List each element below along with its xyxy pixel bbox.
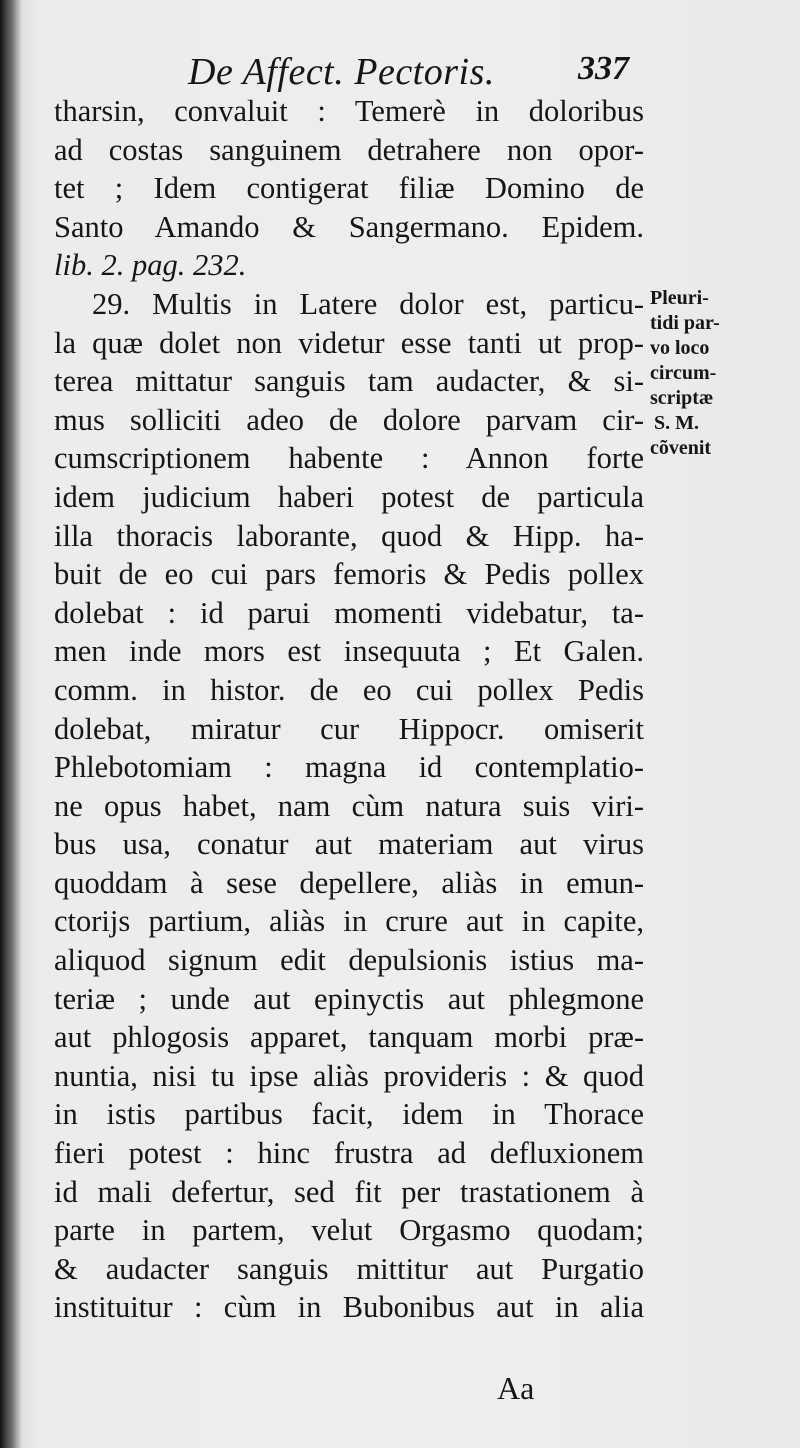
margin-note-line: scriptæ: [650, 387, 714, 409]
text-line: Phlebotomiam : magna id contemplatio-: [54, 750, 644, 785]
body-text: [54, 92, 644, 1327]
text-line: & audacter sanguis mittitur aut Purgatio: [54, 1251, 644, 1286]
text-line: aliquod signum edit depulsionis istius ma-: [54, 943, 644, 978]
text-line: Santo Amando & Sangermano. Epidem.: [54, 209, 644, 244]
text-line: la quæ dolet non videtur esse tanti ut prop-: [54, 325, 644, 360]
text-line: parte in partem, velut Orgasmo quodam;: [54, 1213, 644, 1248]
page-number: 337: [578, 50, 629, 87]
text-line: terea mittatur sanguis tam audacter, & si-: [54, 364, 644, 399]
text-line: teriæ ; unde aut epinyctis aut phlegmone: [54, 981, 644, 1016]
text-line: 29. Multis in Latere dolor est, particu-: [92, 286, 644, 321]
signature-mark: Aa: [497, 1370, 535, 1406]
text-line: tet ; Idem contigerat filiæ Domino de: [54, 171, 644, 206]
text-line: illa thoracis laborante, quod & Hipp. ha-: [54, 518, 644, 553]
text-line: in istis partibus facit, idem in Thorace: [54, 1097, 644, 1132]
text-line: tharsin, convaluit : Temerè in doloribus: [54, 94, 644, 128]
text-line: id mali defertur, sed fit per trastationem à: [54, 1174, 644, 1209]
text-line: bus usa, conatur aut materiam aut virus: [54, 827, 644, 862]
text-line: ad costas sanguinem detrahere non opor-: [54, 132, 644, 167]
page-edge-shadow: [0, 0, 22, 1448]
margin-note-line: Pleuri-: [650, 287, 709, 309]
text-line: buit de eo cui pars femoris & Pedis pollex: [54, 557, 644, 592]
running-head: De Affect. Pectoris.: [188, 51, 495, 93]
margin-note-line: tidi par-: [650, 312, 720, 334]
text-line: cumscriptionem habente : Annon forte: [54, 441, 644, 476]
text-line: quoddam à sese depellere, aliàs in emun-: [54, 865, 644, 900]
text-line: lib. 2. pag. 232.: [54, 248, 247, 283]
text-line: dolebat, miratur cur Hippocr. omiserit: [54, 711, 644, 746]
text-line: instituitur : cùm in Bubonibus aut in alia: [54, 1290, 644, 1325]
text-line: nuntia, nisi tu ipse aliàs provideris : & quod: [54, 1058, 644, 1093]
text-line: dolebat : id parui momenti videbatur, ta-: [54, 595, 644, 630]
marginal-note: [650, 286, 800, 461]
text-line: comm. in histor. de eo cui pollex Pedis: [54, 672, 644, 707]
margin-note-line: circum-: [650, 362, 717, 384]
text-line: fieri potest : hinc frustra ad defluxionem: [54, 1136, 644, 1171]
text-line: ctorijs partium, aliàs in crure aut in capite,: [54, 904, 644, 939]
text-line: ne opus habet, nam cùm natura suis viri-: [54, 788, 644, 823]
text-line: aut phlogosis apparet, tanquam morbi præ-: [54, 1020, 644, 1055]
text-line: idem judicium haberi potest de particula: [54, 479, 644, 514]
margin-note-line: vo loco: [650, 337, 710, 359]
text-line: men inde mors est insequuta ; Et Galen.: [54, 634, 644, 669]
margin-note-line: cõvenit: [650, 437, 712, 459]
margin-note-line: S. M.: [654, 412, 699, 434]
text-line: mus solliciti adeo de dolore parvam cir-: [54, 402, 644, 437]
